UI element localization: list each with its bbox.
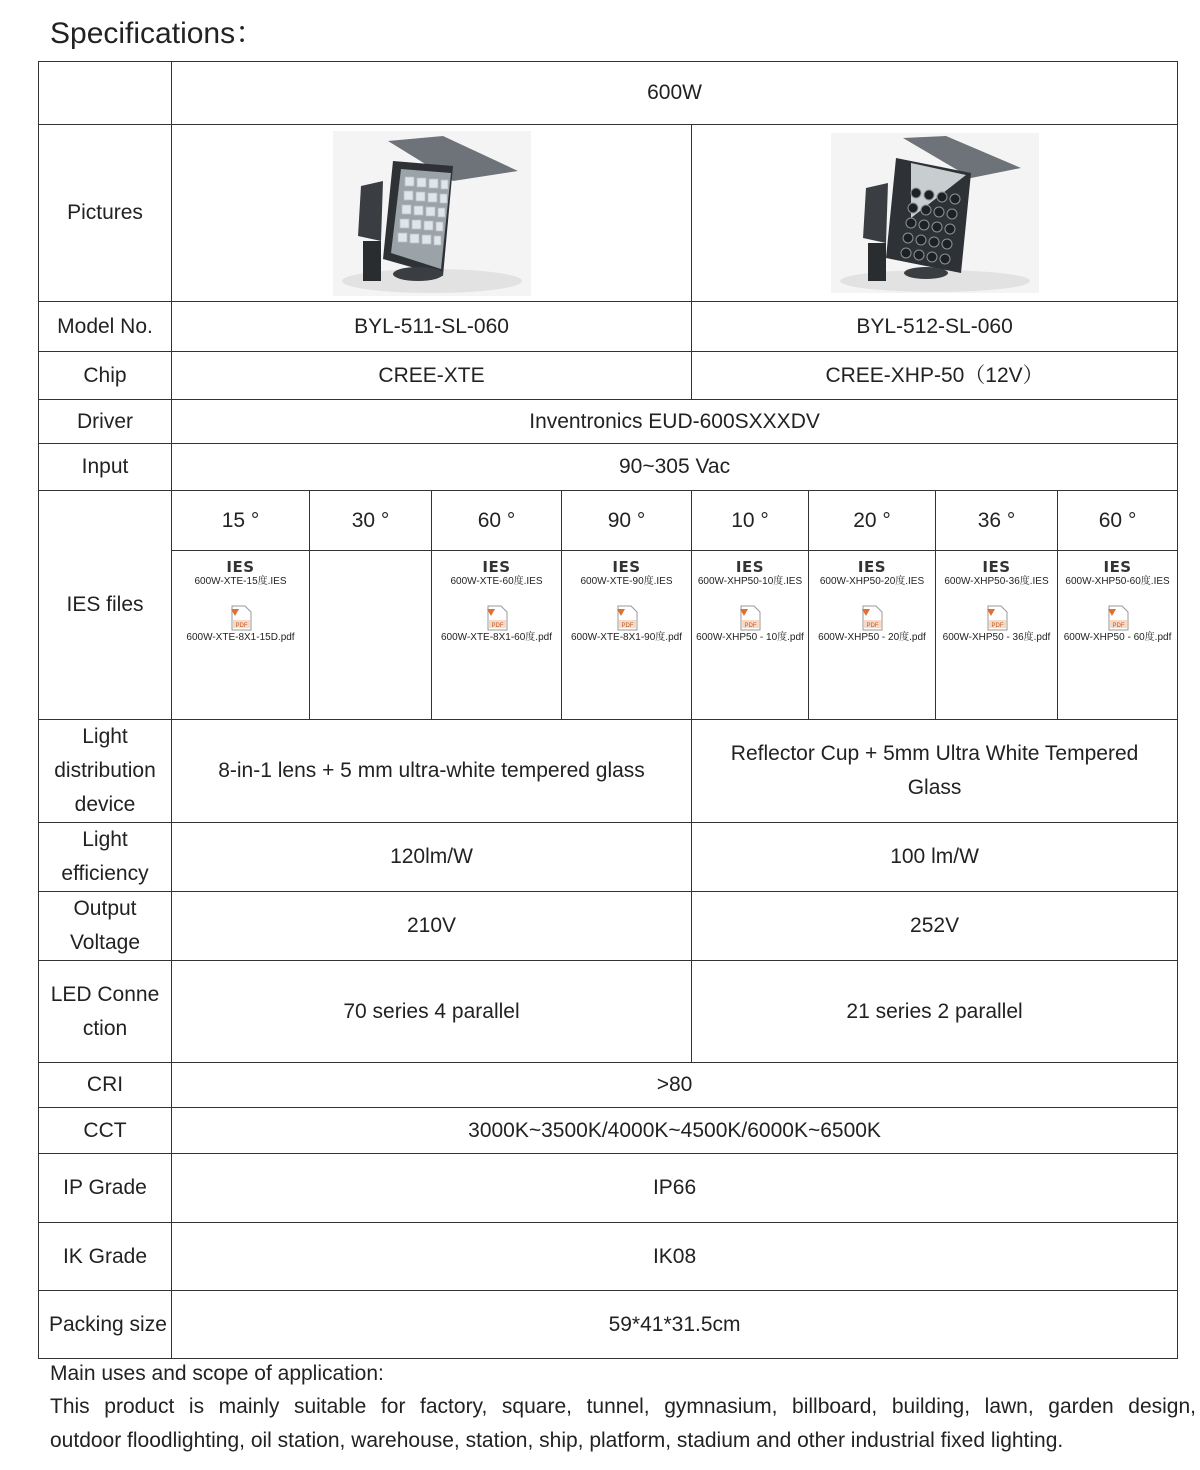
light-dist-a: 8-in-1 lens + 5 mm ultra-white tempered glass bbox=[172, 720, 692, 823]
led-row bbox=[39, 961, 1178, 1063]
pdf-file-icon[interactable] bbox=[614, 605, 640, 631]
ies-file-cell bbox=[692, 551, 809, 720]
ies-file-link[interactable]: 600W-XHP50-60度.IES bbox=[1065, 576, 1170, 587]
model-label: Model No. bbox=[39, 302, 172, 352]
ies-file-cell bbox=[809, 551, 936, 720]
driver-label: Driver bbox=[39, 400, 172, 444]
pdf-file-icon[interactable] bbox=[228, 605, 254, 631]
light-dist-b: Reflector Cup + 5mm Ultra White Tempered Glass bbox=[692, 720, 1178, 823]
ies-angle-row bbox=[39, 491, 1178, 551]
ies-file-cell bbox=[432, 551, 562, 720]
spec-table bbox=[38, 61, 1178, 1359]
floodlight-xhp50-image bbox=[831, 133, 1039, 293]
led-a: 70 series 4 parallel bbox=[172, 961, 692, 1063]
model-row bbox=[39, 302, 1178, 352]
ies-file-icon[interactable]: IES bbox=[612, 558, 641, 576]
ies-file-icon[interactable]: IES bbox=[982, 558, 1011, 576]
svg-text:PDF: PDF bbox=[1112, 623, 1125, 629]
ik-label: IK Grade bbox=[39, 1223, 172, 1291]
light-dist-label: Light distribution device bbox=[39, 720, 172, 823]
ies-files-row bbox=[39, 551, 1178, 720]
pdf-file-link[interactable]: 600W-XTE-8X1-90度.pdf bbox=[571, 632, 682, 643]
picture-a-cell bbox=[172, 125, 692, 302]
pictures-label: Pictures bbox=[39, 125, 172, 302]
ies-file-icon[interactable]: IES bbox=[1103, 558, 1132, 576]
picture-b-cell bbox=[692, 125, 1178, 302]
led-b: 21 series 2 parallel bbox=[692, 961, 1178, 1063]
ies-angle: 10 ° bbox=[692, 491, 809, 551]
cri-label: CRI bbox=[39, 1063, 172, 1108]
pdf-file-icon[interactable] bbox=[984, 605, 1010, 631]
power-row bbox=[39, 62, 1178, 125]
ies-file-icon[interactable]: IES bbox=[226, 558, 255, 576]
chip-row bbox=[39, 352, 1178, 400]
ies-angle: 20 ° bbox=[809, 491, 936, 551]
cct-label: CCT bbox=[39, 1108, 172, 1154]
pdf-file-icon[interactable] bbox=[859, 605, 885, 631]
ip-label: IP Grade bbox=[39, 1154, 172, 1223]
pdf-file-icon[interactable] bbox=[1105, 605, 1131, 631]
cri-row bbox=[39, 1063, 1178, 1108]
cct-row bbox=[39, 1108, 1178, 1154]
ies-file-link[interactable]: 600W-XTE-90度.IES bbox=[580, 576, 673, 587]
svg-text:PDF: PDF bbox=[235, 623, 247, 629]
ies-file-link[interactable]: 600W-XHP50-10度.IES bbox=[697, 576, 803, 587]
ies-file-link[interactable]: 600W-XHP50-20度.IES bbox=[819, 576, 925, 587]
power-value: 600W bbox=[172, 62, 1178, 125]
pdf-file-link[interactable]: 600W-XHP50 - 60度.pdf bbox=[1063, 632, 1172, 643]
ies-file-link[interactable]: 600W-XTE-60度.IES bbox=[450, 576, 543, 587]
output-b: 252V bbox=[692, 892, 1178, 961]
light-dist-row bbox=[39, 720, 1178, 823]
ies-file-link[interactable]: 600W-XTE-15度.IES bbox=[194, 576, 287, 587]
efficiency-row bbox=[39, 823, 1178, 892]
efficiency-b: 100 lm/W bbox=[692, 823, 1178, 892]
input-label: Input bbox=[39, 444, 172, 491]
efficiency-a: 120lm/W bbox=[172, 823, 692, 892]
chip-a: CREE-XTE bbox=[172, 352, 692, 400]
input-row bbox=[39, 444, 1178, 491]
floodlight-xte-image bbox=[333, 131, 531, 296]
ies-file-cell-empty bbox=[310, 551, 432, 720]
ik-value: IK08 bbox=[172, 1223, 1178, 1291]
uses-line-2: outdoor floodlighting, oil station, warehouse, station, ship, platform, stadium and other industrial fixed lighting. bbox=[50, 1429, 1064, 1452]
svg-text:PDF: PDF bbox=[744, 623, 757, 629]
pdf-file-link[interactable]: 600W-XTE-8X1-15D.pdf bbox=[186, 632, 295, 643]
driver-row bbox=[39, 400, 1178, 444]
pdf-file-link[interactable]: 600W-XHP50 - 36度.pdf bbox=[942, 632, 1051, 643]
led-label: LED Connection bbox=[39, 961, 172, 1063]
pdf-file-link[interactable]: 600W-XHP50 - 10度.pdf bbox=[696, 632, 804, 643]
cri-value: >80 bbox=[172, 1063, 1178, 1108]
ies-angle: 36 ° bbox=[936, 491, 1058, 551]
chip-label: Chip bbox=[39, 352, 172, 400]
ip-row bbox=[39, 1154, 1178, 1223]
ies-file-icon[interactable]: IES bbox=[857, 558, 887, 576]
ies-file-icon[interactable]: IES bbox=[482, 558, 511, 576]
empty-corner-cell bbox=[39, 62, 172, 125]
chip-b: CREE-XHP-50（12V） bbox=[692, 352, 1178, 400]
output-label: Output Voltage bbox=[39, 892, 172, 961]
uses-title: Main uses and scope of application: bbox=[50, 1362, 384, 1385]
pdf-file-icon[interactable] bbox=[737, 605, 763, 631]
driver-value: Inventronics EUD-600SXXXDV bbox=[172, 400, 1178, 444]
packing-row bbox=[39, 1291, 1178, 1359]
ies-file-cell bbox=[172, 551, 310, 720]
output-a: 210V bbox=[172, 892, 692, 961]
uses-line-1: This product is mainly suitable for factory, square, tunnel, gymnasium, billboard, building, lawn, garden design, bbox=[50, 1395, 1196, 1418]
packing-value: 59*41*31.5cm bbox=[172, 1291, 1178, 1359]
model-b: BYL-512-SL-060 bbox=[692, 302, 1178, 352]
ies-label: IES files bbox=[39, 491, 172, 720]
input-value: 90~305 Vac bbox=[172, 444, 1178, 491]
model-a: BYL-511-SL-060 bbox=[172, 302, 692, 352]
svg-text:PDF: PDF bbox=[866, 623, 879, 629]
ies-file-cell bbox=[562, 551, 692, 720]
ip-value: IP66 bbox=[172, 1154, 1178, 1223]
ies-file-icon[interactable]: IES bbox=[735, 558, 765, 576]
pdf-file-link[interactable]: 600W-XTE-8X1-60度.pdf bbox=[441, 632, 552, 643]
ies-file-cell bbox=[936, 551, 1058, 720]
svg-text:PDF: PDF bbox=[621, 623, 633, 629]
ies-angle: 60 ° bbox=[1058, 491, 1178, 551]
ies-angle: 90 ° bbox=[562, 491, 692, 551]
pdf-file-icon[interactable] bbox=[484, 605, 510, 631]
pictures-row bbox=[39, 125, 1178, 302]
ies-file-link[interactable]: 600W-XHP50-36度.IES bbox=[944, 576, 1049, 587]
ies-file-cell bbox=[1058, 551, 1178, 720]
cct-value: 3000K~3500K/4000K~4500K/6000K~6500K bbox=[172, 1108, 1178, 1154]
ies-angle: 30 ° bbox=[310, 491, 432, 551]
output-row bbox=[39, 892, 1178, 961]
pdf-file-link[interactable]: 600W-XHP50 - 20度.pdf bbox=[818, 632, 926, 643]
page-title: Specifications： bbox=[50, 17, 266, 50]
svg-text:PDF: PDF bbox=[491, 623, 503, 629]
ies-angle: 15 ° bbox=[172, 491, 310, 551]
ies-angle: 60 ° bbox=[432, 491, 562, 551]
efficiency-label: Light efficiency bbox=[39, 823, 172, 892]
svg-text:PDF: PDF bbox=[991, 623, 1003, 629]
packing-label: Packing size bbox=[39, 1291, 172, 1359]
ik-row bbox=[39, 1223, 1178, 1291]
